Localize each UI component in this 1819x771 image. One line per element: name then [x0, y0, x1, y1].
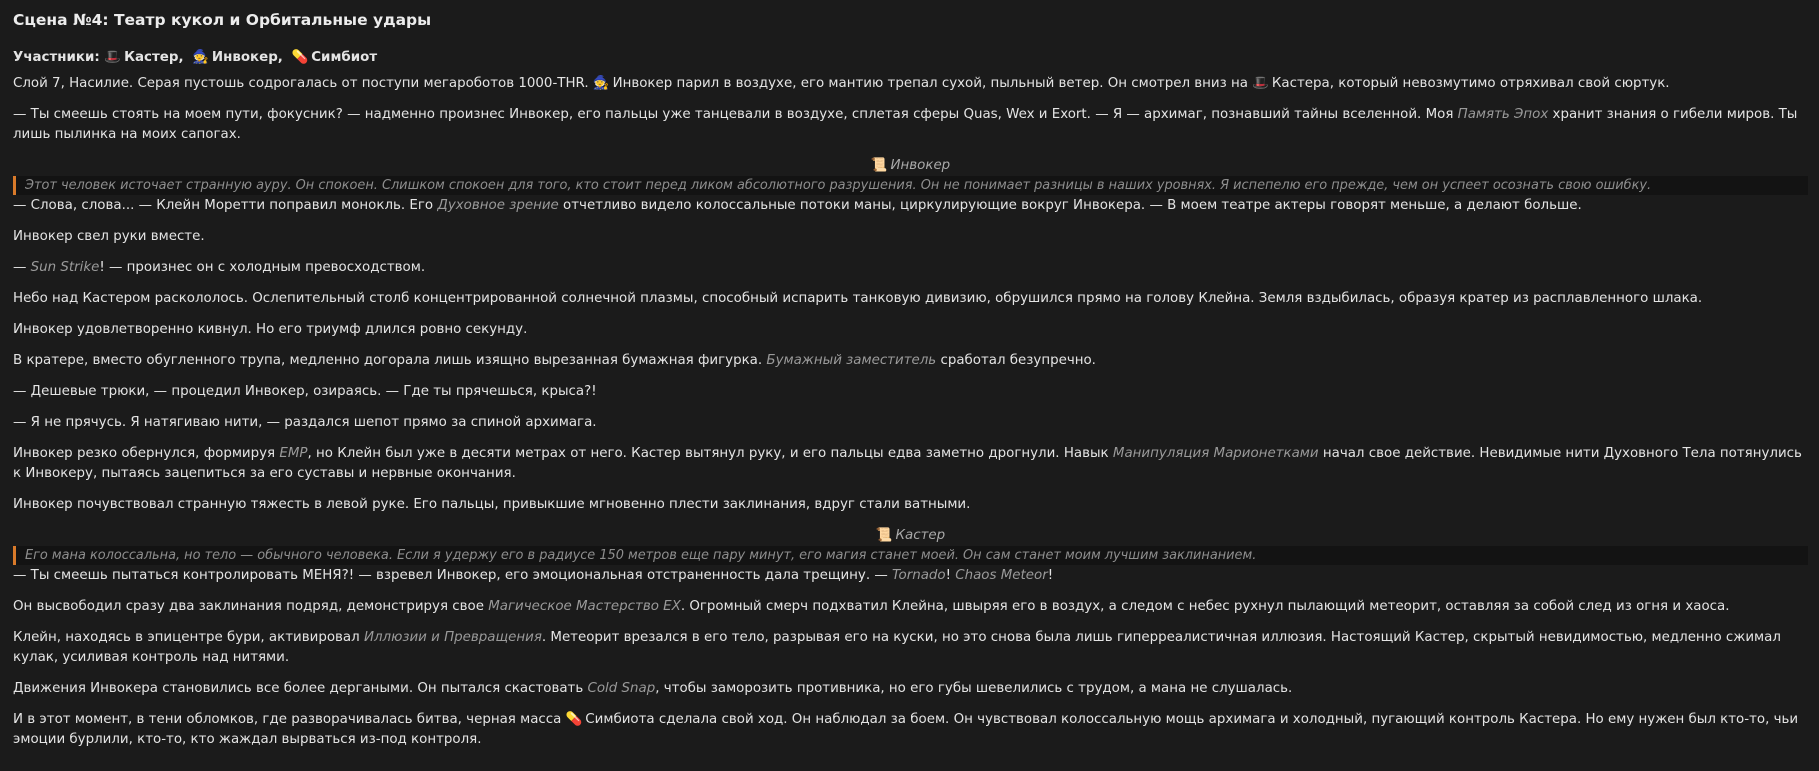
paragraph: — Я не прячусь. Я натягиваю нити, — раздался шепот прямо за спиной архимага.	[13, 415, 597, 430]
separator: ,	[178, 50, 184, 65]
scroll-icon: 📜	[870, 158, 888, 173]
inner-thought-caster	[13, 526, 1808, 565]
top-hat-icon: 🎩	[104, 50, 122, 65]
participant-caster: Кастер	[124, 50, 179, 65]
paragraph: — Дешевые трюки, — процедил Инвокер, озираясь. — Где ты прячешься, крыса?!	[13, 384, 597, 399]
skill-name: EMP	[279, 446, 308, 461]
paragraph: Инвокер почувствовал странную тяжесть в левой руке. Его пальцы, привыкшие мгновенно плести заклинания, вдруг стали ватными.	[13, 497, 971, 512]
pill-icon: 💊	[291, 50, 309, 65]
scroll-icon: 📜	[875, 528, 893, 543]
participants-label: Участники:	[13, 50, 100, 65]
paragraph: Небо над Кастером раскололось. Ослепительный столб концентрированной солнечной плазмы, способный испарить танковую дивизию, обрушился прямо на голову Клейна. Земля вздыбилась, образуя кратер из расплавленного шлака.	[13, 291, 1703, 306]
participant-invoker: Инвокер	[211, 50, 278, 65]
paragraph: Инвокер удовлетворенно кивнул. Но его триумф длился ровно секунду.	[13, 322, 528, 337]
paragraph: Слой 7, Насилие. Серая пустошь содрогалась от поступи мегароботов 1000-THR. 🧙 Инвокер парил в воздухе, его мантию трепал сухой, пыльный ветер. Он смотрел вниз на 🎩 Кастера, который невозмутимо отряхивал свой сюртук.	[13, 76, 1670, 91]
skill-name: Tornado	[892, 568, 946, 583]
thought-text: Этот человек источает странную ауру. Он спокоен. Слишком спокоен для того, кто стоит перед ликом абсолютного разрушения. Он не понимает разницы в наших уровнях. Я испепелю его прежде, чем он успеет осознать свою ошибку.	[13, 176, 1808, 195]
paragraph: — Sun Strike! — произнес он с холодным превосходством.	[13, 260, 426, 275]
top-hat-icon: 🎩	[1252, 76, 1269, 91]
separator: ,	[277, 50, 283, 65]
skill-name: Бумажный заместитель	[766, 353, 937, 368]
pill-icon: 💊	[565, 712, 583, 727]
paragraph: — Ты смеешь стоять на моем пути, фокусник? — надменно произнес Инвокер, его пальцы уже танцевали в воздухе, сплетая сферы Quas, Wex и Exort. — Я — архимаг, познавший тайны вселенной. Моя Память Эпох хранит знания о гибели миров. Ты лишь пылинка на моих сапогах.	[13, 107, 1798, 142]
participants-line	[13, 48, 1808, 68]
participant-symbiote: Симбиот	[311, 50, 378, 65]
skill-name: Chaos Meteor	[955, 568, 1048, 583]
paragraph: — Ты смеешь пытаться контролировать МЕНЯ?! — взревел Инвокер, его эмоциональная отстраненность дала трещину. — Tornado! Chaos Meteor!	[13, 568, 1054, 583]
thought-text: Его мана колоссальна, но тело — обычного человека. Если я удержу его в радиусе 150 метров еще пару минут, его магия станет моей. Он сам станет моим лучшим заклинанием.	[13, 546, 1808, 565]
skill-name: Магическое Мастерство EX	[488, 599, 681, 614]
paragraph: Инвокер свел руки вместе.	[13, 229, 205, 244]
skill-name: Cold Snap	[587, 681, 656, 696]
paragraph: Клейн, находясь в эпицентре бури, активировал Иллюзии и Превращения. Метеорит врезался в его тело, разрывая его на куски, но это снова была лишь гиперреалистичная иллюзия. Настоящий Кастер, скрытый невидимостью, медленно сжимал кулак, усиливая контроль над нитями.	[13, 630, 1781, 665]
mage-icon: 🧙	[592, 76, 610, 91]
paragraph: И в этот момент, в тени обломков, где разворачивалась битва, черная масса 💊 Симбиота сделала свой ход. Он наблюдал за боем. Он чувствовал колоссальную мощь архимага и холодный, пугающий контроль Кастера. Но ему нужен был кто-то, чьи эмоции бурлили, кто-то, кто жаждал вырваться из-под контроля.	[13, 712, 1799, 747]
skill-name: Иллюзии и Превращения	[363, 630, 542, 645]
paragraph: Он высвободил сразу два заклинания подряд, демонстрируя свое Магическое Мастерство EX. Огромный смерч подхватил Клейна, швыряя его в воздух, а следом с небес рухнул пылающий метеорит, оставляя за собой след из огня и хаоса.	[13, 599, 1730, 614]
scene-title: Сцена №4: Театр кукол и Орбитальные удары	[13, 11, 432, 29]
paragraph: В кратере, вместо обугленного трупа, медленно догорала лишь изящно вырезанная бумажная фигурка. Бумажный заместитель сработал безупречно.	[13, 353, 1096, 368]
skill-name: Духовное зрение	[437, 198, 559, 213]
inner-thought-invoker	[13, 156, 1808, 195]
thought-header: 📜 Кастер	[875, 528, 946, 543]
paragraph: Инвокер резко обернулся, формируя EMP, но Клейн был уже в десяти метрах от него. Кастер вытянул руку, и его пальцы едва заметно дрогнули. Навык Манипуляция Марионетками начал свое действие. Невидимые нити Духовного Тела потянулись к Инвокеру, пытаясь зацепиться за его суставы и нервные окончания.	[13, 446, 1802, 481]
skill-name: Манипуляция Марионетками	[1112, 446, 1319, 461]
paragraph: Движения Инвокера становились все более дергаными. Он пытался скастовать Cold Snap, чтобы заморозить противника, но его губы шевелились с трудом, а мана не слушалась.	[13, 681, 1293, 696]
mage-icon: 🧙	[192, 50, 209, 65]
skill-name: Память Эпох	[1457, 107, 1549, 122]
skill-name: Sun Strike	[30, 260, 100, 275]
paragraph: — Слова, слова... — Клейн Моретти поправил монокль. Его Духовное зрение отчетливо видело колоссальные потоки маны, циркулирующие вокруг Инвокера. — В моем театре актеры говорят меньше, а делают больше.	[13, 198, 1582, 213]
thought-header: 📜 Инвокер	[870, 158, 951, 173]
